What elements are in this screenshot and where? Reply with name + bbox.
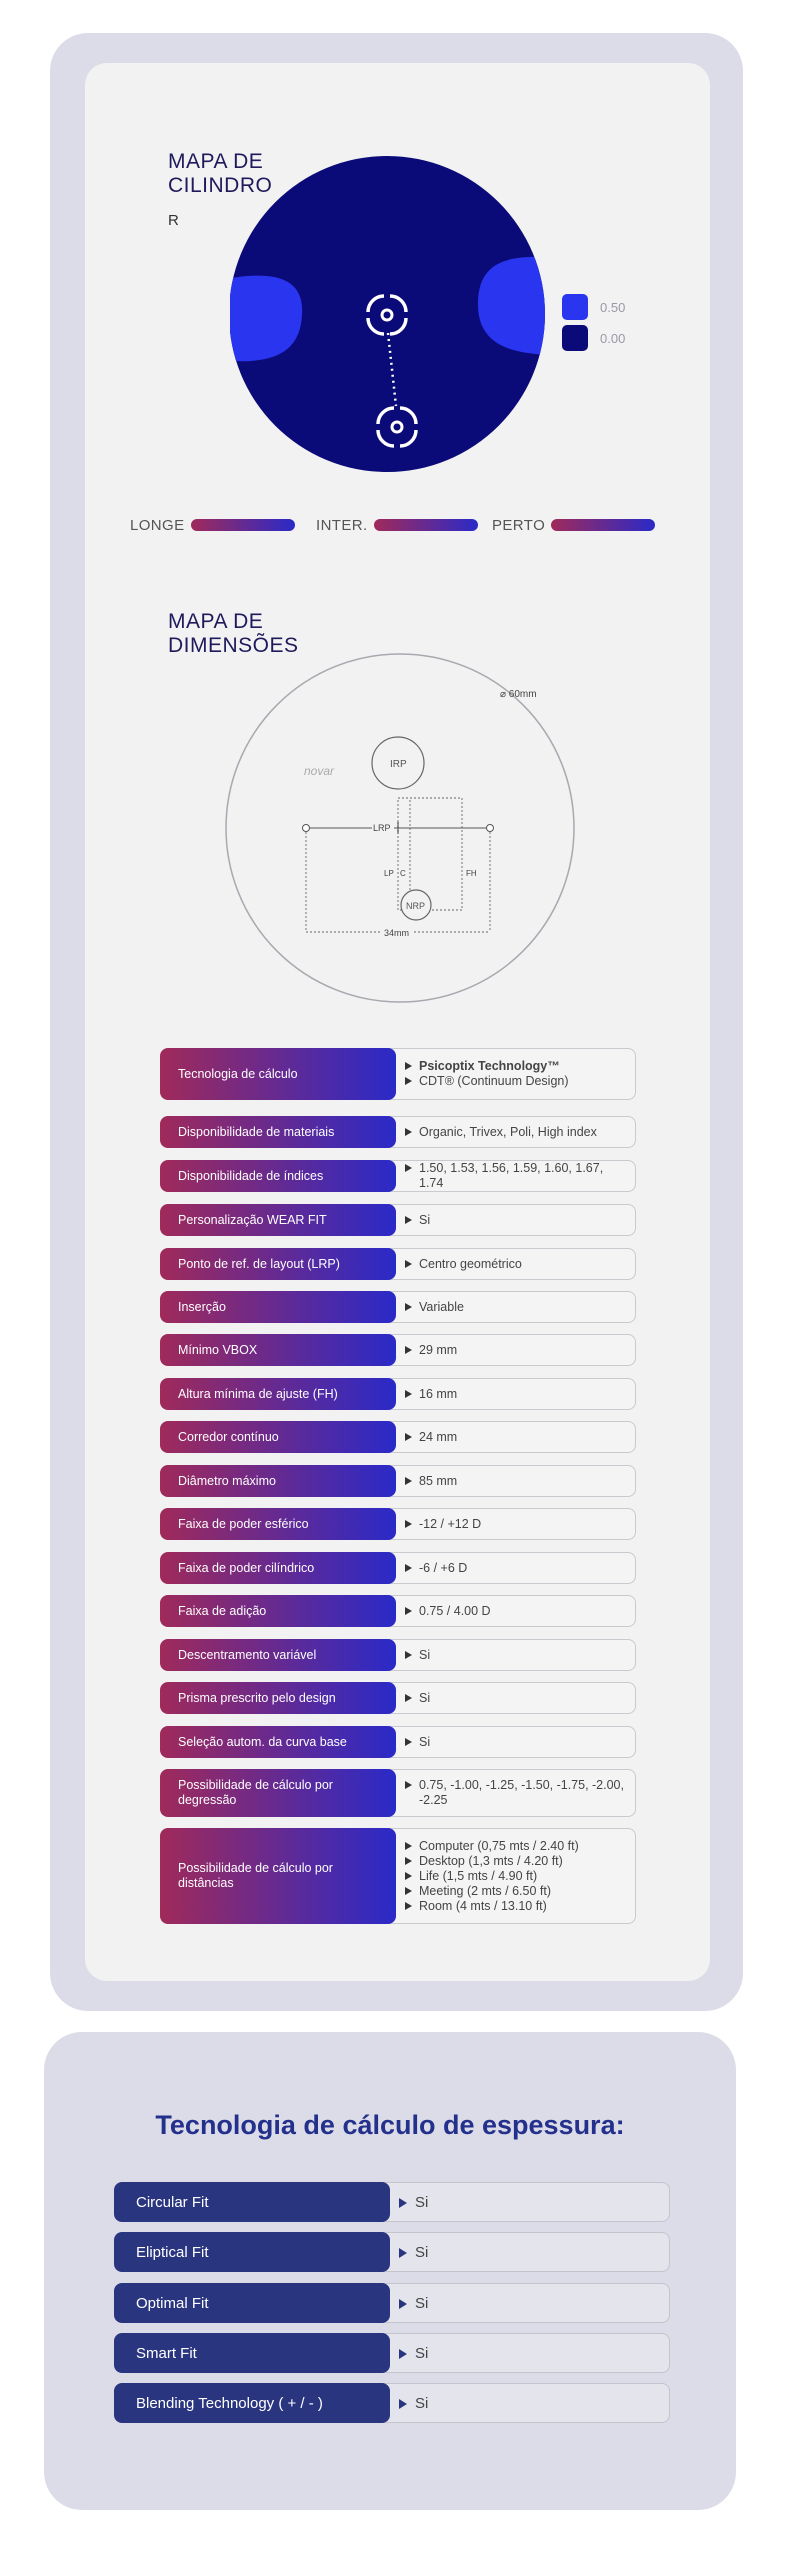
spec-row <box>160 1552 636 1584</box>
spec-row <box>160 1116 636 1148</box>
spec-row <box>160 1595 636 1627</box>
cylinder-map-title: MAPA DE CILINDRO <box>168 150 273 197</box>
spec-value-item: Life (1,5 mts / 4.90 ft) <box>405 1869 627 1884</box>
thickness-value: Si <box>399 2345 428 2362</box>
spec-label: Tecnologia de cálculo <box>160 1048 396 1100</box>
spec-value-item: -6 / +6 D <box>405 1561 627 1576</box>
distance-bars <box>130 513 670 537</box>
distance-near-bar <box>551 519 655 531</box>
spec-value <box>382 1769 636 1817</box>
thickness-value-box <box>374 2383 670 2423</box>
spec-label: Faixa de adição <box>160 1595 396 1627</box>
spec-label: Altura mínima de ajuste (FH) <box>160 1378 396 1410</box>
spec-value-item: -12 / +12 D <box>405 1517 627 1532</box>
spec-value <box>382 1552 636 1584</box>
spec-value-item: 0.75 / 4.00 D <box>405 1604 627 1619</box>
distance-intermediate-label: INTER. <box>316 516 368 534</box>
dimensions-diagram <box>222 650 582 1010</box>
left-marker <box>303 825 310 832</box>
spec-label: Possibilidade de cálculo por degressão <box>160 1769 396 1817</box>
spec-row <box>160 1726 636 1758</box>
spec-value <box>382 1291 636 1323</box>
thickness-value: Si <box>399 2395 428 2412</box>
spec-value <box>382 1508 636 1540</box>
legend-swatch-high <box>562 294 588 320</box>
spec-value-item: 24 mm <box>405 1430 627 1445</box>
spec-value <box>382 1639 636 1671</box>
spec-row <box>160 1828 636 1924</box>
distance-intermediate-bar <box>374 519 478 531</box>
spec-value-item: Computer (0,75 mts / 2.40 ft) <box>405 1839 627 1854</box>
thickness-label: Eliptical Fit <box>114 2232 390 2272</box>
spec-label: Disponibilidade de índices <box>160 1160 396 1192</box>
spec-value <box>382 1421 636 1453</box>
thickness-row <box>114 2232 670 2272</box>
right-marker <box>487 825 494 832</box>
spec-value-item: 85 mm <box>405 1474 627 1489</box>
spec-row <box>160 1048 636 1100</box>
spec-value <box>382 1334 636 1366</box>
spec-row <box>160 1204 636 1236</box>
spec-value <box>382 1116 636 1148</box>
thickness-row <box>114 2283 670 2323</box>
spec-row <box>160 1682 636 1714</box>
spec-value <box>382 1160 636 1192</box>
spec-value-item: Psicoptix Technology™ <box>405 1059 627 1074</box>
spec-value-item: 16 mm <box>405 1387 627 1402</box>
spec-value-item: Meeting (2 mts / 6.50 ft) <box>405 1884 627 1899</box>
spec-value-item: Si <box>405 1648 627 1663</box>
spec-value <box>382 1828 636 1924</box>
thickness-title: Tecnologia de cálculo de espessura: <box>155 2110 625 2140</box>
brand-logo: novar <box>304 764 335 778</box>
thickness-label: Smart Fit <box>114 2333 390 2373</box>
thickness-value-box <box>374 2182 670 2222</box>
irp-label: IRP <box>390 759 407 770</box>
distance-near-label: PERTO <box>492 516 546 534</box>
spec-row <box>160 1639 636 1671</box>
distance-near <box>492 513 655 537</box>
spec-label: Corredor contínuo <box>160 1421 396 1453</box>
spec-row <box>160 1248 636 1280</box>
spec-value-item: Si <box>405 1691 627 1706</box>
spec-value <box>382 1378 636 1410</box>
spec-label: Personalização WEAR FIT <box>160 1204 396 1236</box>
spec-label: Possibilidade de cálculo por distâncias <box>160 1828 396 1924</box>
spec-value-item: Centro geométrico <box>405 1257 627 1272</box>
thickness-label: Blending Technology ( + / - ) <box>114 2383 390 2423</box>
thickness-row <box>114 2182 670 2222</box>
spec-value-item: Room (4 mts / 13.10 ft) <box>405 1899 627 1914</box>
thickness-value: Si <box>399 2244 428 2261</box>
spec-label: Faixa de poder cilíndrico <box>160 1552 396 1584</box>
spec-row <box>160 1334 636 1366</box>
thickness-value-box <box>374 2232 670 2272</box>
spec-label: Ponto de ref. de layout (LRP) <box>160 1248 396 1280</box>
thickness-label: Optimal Fit <box>114 2283 390 2323</box>
thickness-value-box <box>374 2333 670 2373</box>
spec-value-item: Organic, Trivex, Poli, High index <box>405 1125 627 1140</box>
thickness-value: Si <box>399 2295 428 2312</box>
spec-row <box>160 1378 636 1410</box>
spec-value-item: 29 mm <box>405 1343 627 1358</box>
spec-label: Faixa de poder esférico <box>160 1508 396 1540</box>
diameter-label: ⌀ 60mm <box>500 689 537 700</box>
spec-value <box>382 1465 636 1497</box>
spec-row <box>160 1465 636 1497</box>
spec-label: Inserção <box>160 1291 396 1323</box>
spec-row <box>160 1160 636 1192</box>
spec-value-item: Si <box>405 1213 627 1228</box>
spec-value <box>382 1204 636 1236</box>
spec-value-item: Variable <box>405 1300 627 1315</box>
spec-label: Disponibilidade de materiais <box>160 1116 396 1148</box>
distance-far <box>130 513 295 537</box>
nrp-label: NRP <box>406 901 426 911</box>
thickness-row <box>114 2383 670 2423</box>
spec-value <box>382 1595 636 1627</box>
spec-value-item: Desktop (1,3 mts / 4.20 ft) <box>405 1854 627 1869</box>
legend-label-high: 0.50 <box>600 300 626 315</box>
thickness-label: Circular Fit <box>114 2182 390 2222</box>
spec-label: Prisma prescrito pelo design <box>160 1682 396 1714</box>
c-label: C <box>400 869 406 878</box>
legend-label-low: 0.00 <box>600 331 626 346</box>
spec-value-item: 0.75, -1.00, -1.25, -1.50, -1.75, -2.00, -2.25 <box>405 1778 627 1808</box>
spec-label: Mínimo VBOX <box>160 1334 396 1366</box>
spec-value <box>382 1248 636 1280</box>
fh-label: FH <box>466 869 477 878</box>
spec-row <box>160 1291 636 1323</box>
spec-value <box>382 1048 636 1100</box>
spec-value-item: 1.50, 1.53, 1.56, 1.59, 1.60, 1.67, 1.74 <box>405 1161 627 1191</box>
legend-swatch-low <box>562 325 588 351</box>
distance-intermediate <box>316 513 478 537</box>
spec-label: Descentramento variável <box>160 1639 396 1671</box>
width-label: 34mm <box>384 928 410 938</box>
spec-row <box>160 1769 636 1817</box>
spec-label: Diâmetro máximo <box>160 1465 396 1497</box>
distance-far-label: LONGE <box>130 516 185 534</box>
cylinder-map-chart <box>230 150 550 480</box>
lp-label: LP <box>384 869 394 878</box>
spec-value <box>382 1726 636 1758</box>
thickness-value-box <box>374 2283 670 2323</box>
thickness-value: Si <box>399 2194 428 2211</box>
eye-label: R <box>168 212 179 229</box>
dimensions-map-title: MAPA DE DIMENSÕES <box>168 610 299 657</box>
spec-row <box>160 1421 636 1453</box>
spec-value-item: CDT® (Continuum Design) <box>405 1074 627 1089</box>
spec-value-item: Si <box>405 1735 627 1750</box>
thickness-row <box>114 2333 670 2373</box>
spec-row <box>160 1508 636 1540</box>
distance-far-bar <box>191 519 295 531</box>
spec-value <box>382 1682 636 1714</box>
lrp-label: LRP <box>373 823 391 833</box>
spec-label: Seleção autom. da curva base <box>160 1726 396 1758</box>
